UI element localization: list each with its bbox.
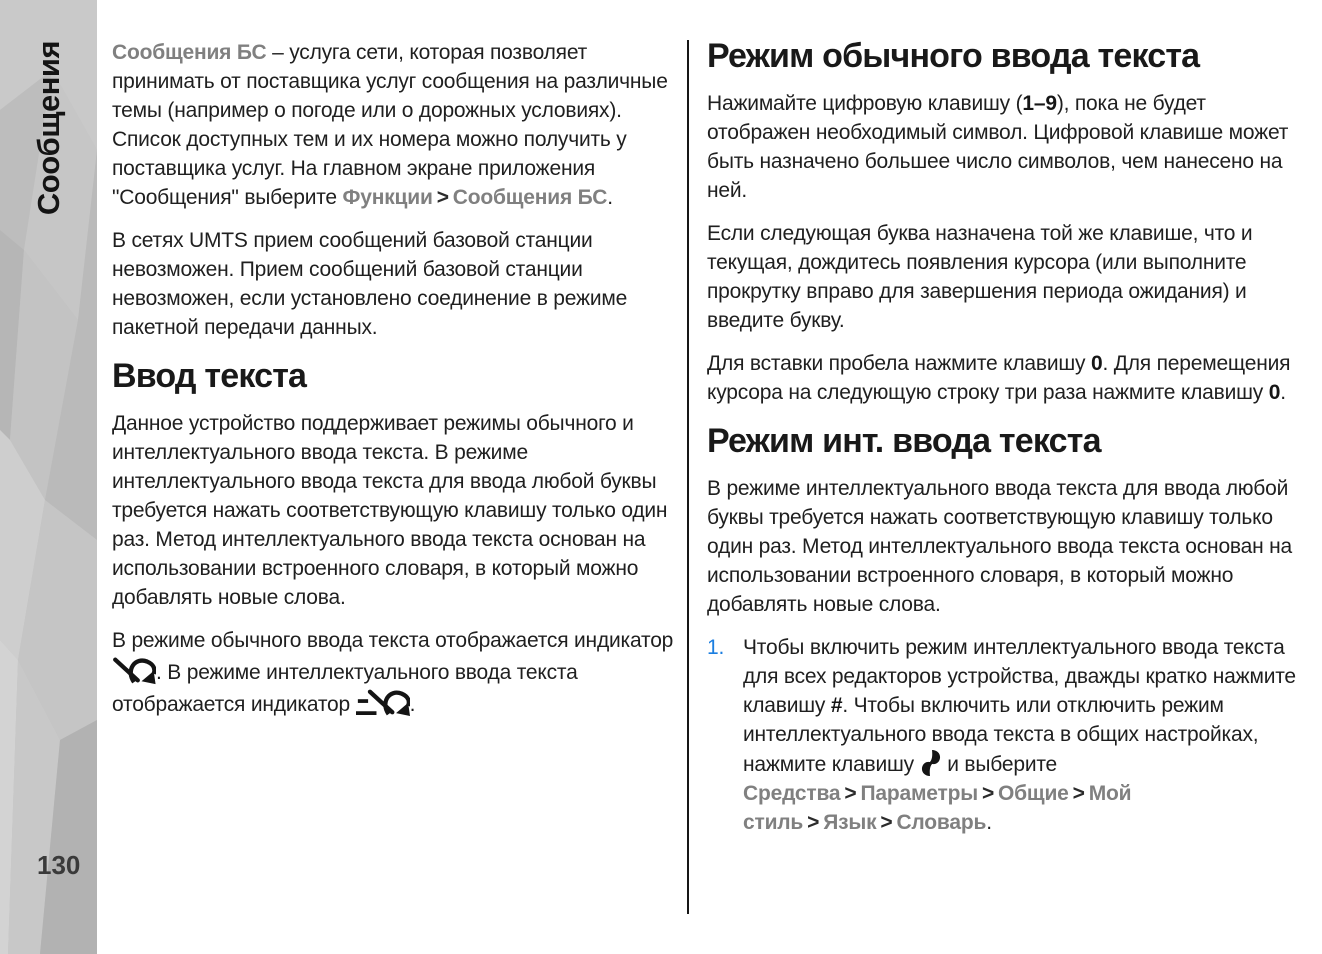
- menu-path-reference: Средства: [743, 782, 841, 805]
- text-run: Данное устройство поддерживает режимы обычного и интеллектуального ввода текста. В режиме интеллектуального ввода текста для ввода любой буквы требуется нажать соответствующую клавишу только один раз. Метод интеллектуального ввода текста основан на использовании встроенного словаря, в который можно добавлять новые слова.: [112, 412, 668, 609]
- text-run: .: [607, 186, 613, 209]
- section-heading: Режим обычного ввода текста: [707, 37, 1200, 75]
- text-run: . Чтобы включить или отключить режим интеллектуального ввода текста в общих настройках, нажмите клавишу: [743, 694, 1259, 776]
- menu-path-reference: Язык: [823, 811, 877, 834]
- key-label: 0: [1090, 352, 1103, 375]
- paragraph: [707, 474, 1307, 619]
- list-number: 1.: [707, 636, 725, 659]
- predictive-input-indicator-icon: [356, 687, 410, 717]
- section-heading: Режим инт. ввода текста: [707, 422, 1101, 460]
- text-run: Для вставки пробела нажмите клавишу: [707, 352, 1091, 375]
- key-label: #: [830, 694, 843, 717]
- text-run: .: [409, 693, 416, 716]
- menu-path-reference: Словарь: [896, 811, 987, 834]
- page-number: 130: [37, 850, 81, 880]
- menu-path-separator: >: [436, 186, 449, 209]
- paragraph: [707, 219, 1307, 335]
- text-run: В сетях UMTS прием сообщений базовой станции невозможен. Прием сообщений базовой станции невозможен, если установлено соединение в режиме пакетной передачи данных.: [112, 229, 628, 339]
- list-item-text: [743, 633, 1307, 837]
- paragraph: [707, 349, 1307, 407]
- menu-path-reference: Функции: [342, 186, 433, 209]
- text-run: . В режиме интеллектуального ввода текста отображается индикатор: [112, 661, 578, 716]
- paragraph: [112, 38, 678, 212]
- key-label: 0: [1268, 381, 1281, 404]
- paragraph: [707, 89, 1307, 205]
- paragraph: [112, 409, 678, 612]
- menu-path-reference: Сообщения БС: [452, 186, 608, 209]
- text-run: – услуга сети, которая позволяет принимать от поставщика услуг сообщения на различные темы (например о погоде или о дорожных условиях). Список доступных тем и их номера можно получить у поставщика услуг. На главном экране приложения "Сообщения" выберите: [112, 41, 668, 209]
- text-run: ), пока не будет отображен необходимый символ. Цифровой клавише может быть назначено большее число символов, чем нанесено на ней.: [707, 92, 1289, 202]
- right-column: [707, 36, 1307, 851]
- text-run: В режиме интеллектуального ввода текста для ввода любой буквы требуется нажать соответствующую клавишу только один раз. Метод интеллектуального ввода текста основан на использовании встроенного словаря, в который можно добавлять новые слова.: [707, 477, 1293, 616]
- menu-key-icon: [920, 749, 942, 777]
- numbered-list-item: [707, 633, 1307, 837]
- sidebar-chapter-tab: [0, 0, 97, 954]
- text-run: Нажимайте цифровую клавишу (: [707, 92, 1023, 115]
- text-run: .: [1280, 381, 1286, 404]
- section-heading: Ввод текста: [112, 357, 307, 395]
- paragraph: [112, 226, 678, 342]
- left-column: [112, 38, 678, 733]
- text-run: Чтобы включить режим интеллектуального ввода текста для всех редакторов устройства, дважды кратко нажмите клавишу: [743, 636, 1296, 717]
- menu-path-separator: >: [981, 782, 995, 805]
- text-run: В режиме обычного ввода текста отображается индикатор: [112, 629, 674, 652]
- alpha-input-indicator-icon: [112, 655, 156, 685]
- menu-path-separator: >: [807, 811, 820, 834]
- menu-path-separator: >: [1072, 782, 1085, 805]
- key-label: 1–9: [1022, 92, 1057, 115]
- menu-path-separator: >: [844, 782, 857, 805]
- text-run: . Для перемещения курсора на следующую строку три раза нажмите клавишу: [707, 352, 1291, 404]
- menu-path-reference: Общие: [998, 782, 1069, 805]
- chapter-label: Сообщения: [30, 40, 66, 216]
- menu-path-reference: Параметры: [860, 782, 978, 805]
- paragraph: [112, 626, 678, 719]
- menu-path-separator: >: [880, 811, 893, 834]
- column-divider: [687, 40, 689, 914]
- text-run: Если следующая буква назначена той же клавише, что и текущая, дождитесь появления курсора (или выполните прокрутку вправо для завершения периода ожидания) и введите букву.: [707, 222, 1253, 332]
- text-run: и выберите: [941, 753, 1058, 776]
- menu-path-reference: Мой стиль: [743, 782, 1132, 834]
- menu-path-reference: Сообщения БС: [112, 41, 267, 64]
- text-run: .: [986, 811, 992, 834]
